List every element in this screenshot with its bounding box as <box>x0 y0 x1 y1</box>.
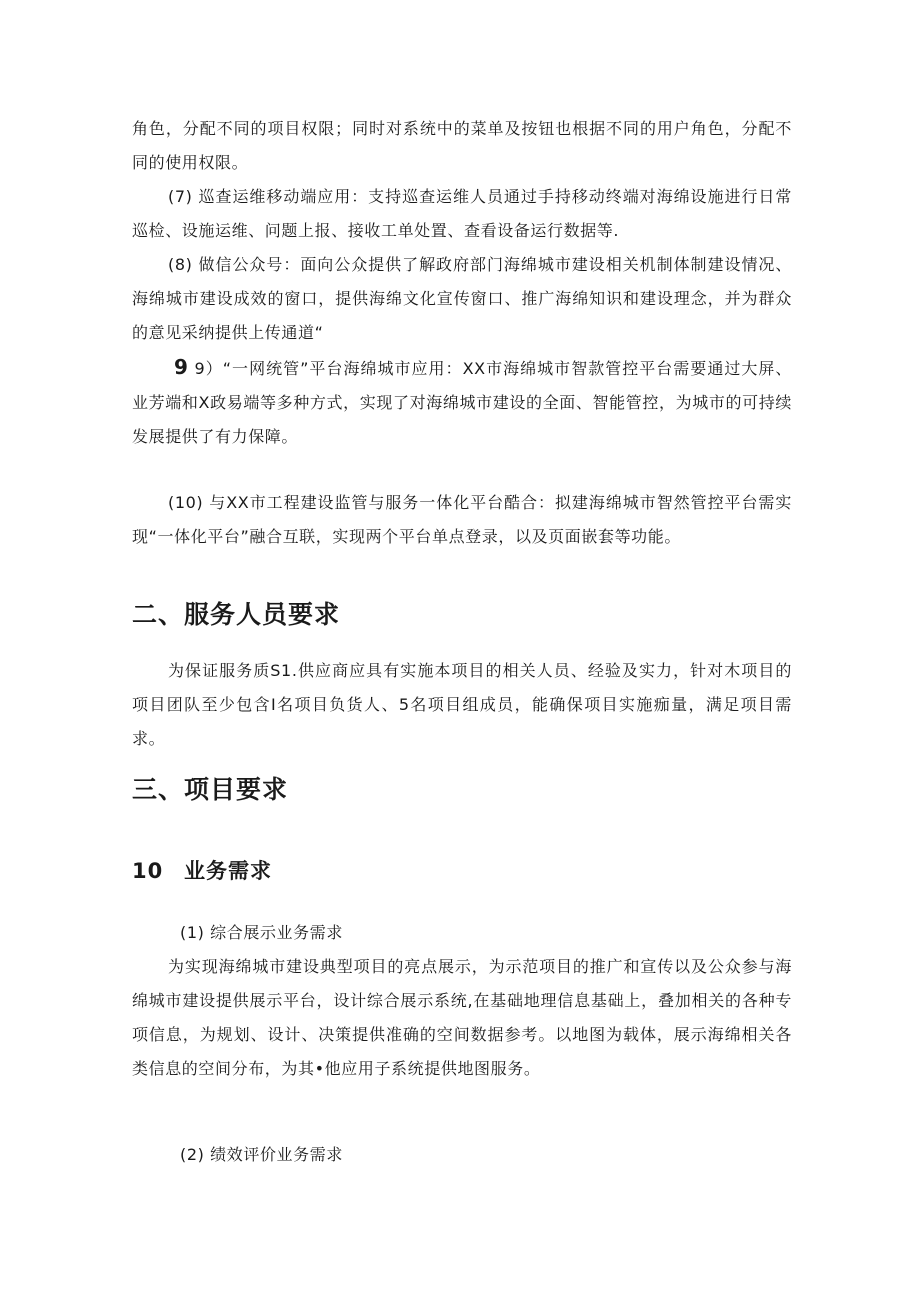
subsection-number: 10 <box>132 859 164 883</box>
paragraph-service-staff: 为保证服务质S1.供应商应具有实施本项目的相关人员、经验及实力，针对木项目的项目团队至少包含I名项目负货人、5名项目组成员，能确保项目实施痂量，满足项目需求。 <box>132 661 792 748</box>
subsection-title: 业务需求 <box>184 859 272 883</box>
paragraph-item-7: (7) 巡查运维移动端应用：支持巡查运维人员通过手持移动终端对海绵设施进行日常巡检、设施运维、问题上报、接收工单处置、查看设备运行数据等. <box>132 187 792 240</box>
item-heading-display: (1) 综合展示业务需求 <box>180 923 343 942</box>
paragraph-item-10: (10) 与XX市工程建设监管与服务一体化平台酷合：拟建海绵城市智然管控平台需实现“一体化平台”融合互联，实现两个平台单点登录，以及页面嵌套等功能。 <box>132 493 792 546</box>
item-9-number: 9 <box>174 355 189 379</box>
item-heading-evaluation: (2) 绩效评价业务需求 <box>180 1145 343 1164</box>
subsection-heading-business <box>132 855 272 885</box>
section-heading-project: 三、项目要求 <box>132 775 289 804</box>
section-heading-service-staff: 二、服务人员要求 <box>132 600 341 629</box>
paragraph-item-9 <box>132 350 792 454</box>
item-9-text: 9）“一网统管”平台海绵城市应用：XX市海绵城市智款管控平台需要通过大屏、业芳端和X政易端等多种方式，实现了对海绵城市建设的全面、智能管控，为城市的可持续发展提供了有力保障。 <box>132 359 792 446</box>
paragraph-display: 为实现海绵城市建设典型项目的亮点展示，为示范项目的推广和宣传以及公众参与海绵城市建设提供展示平台，设计综合展示系统,在基础地理信息基础上，叠加相关的各种专项信息，为规划、设计、决策提供准确的空间数据参考。以地图为载体，展示海绵相关各类信息的空间分布，为其•他应用子系统提供地图服务。 <box>132 957 792 1078</box>
paragraph-item-8: (8) 做信公众号：面向公众提供了解政府部门海绵城市建设相关机制体制建设情况、海绵城市建设成效的窗口，提供海绵文化宣传窗口、推广海绵知识和建设理念，并为群众的意见采纳提供上传通道“ <box>132 255 792 342</box>
paragraph-permissions: 角色，分配不同的项目权限；同时对系统中的菜单及按钮也根据不同的用户角色，分配不同的使用权限。 <box>132 119 792 172</box>
